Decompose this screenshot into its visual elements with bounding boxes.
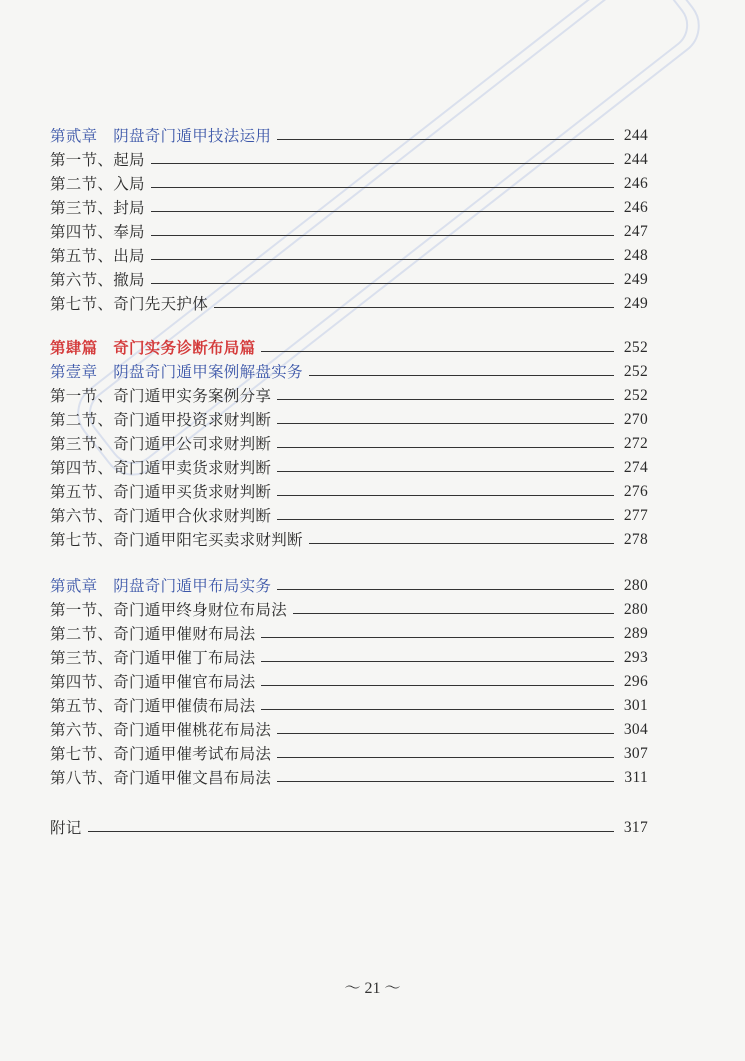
- toc-entry-row[interactable]: [50, 146, 648, 170]
- toc-page-number: 304: [623, 721, 648, 738]
- toc-page-number: 293: [623, 649, 648, 666]
- toc-page-number: 252: [623, 339, 648, 356]
- toc-page-number: 246: [623, 199, 648, 216]
- toc-page-number: 289: [623, 625, 648, 642]
- toc-page-number: 272: [623, 435, 648, 452]
- dot-leader: [151, 162, 614, 164]
- dot-leader: [277, 470, 614, 472]
- toc-entry-row[interactable]: [50, 692, 648, 716]
- toc-page-number: 244: [623, 127, 648, 144]
- toc-entry-title: 第六节、奇门遁甲催桃花布局法: [50, 721, 272, 739]
- toc-entry-title: 第二节、入局: [50, 175, 145, 193]
- toc-entry-title: 第一节、奇门遁甲实务案例分享: [50, 387, 272, 405]
- dot-leader: [151, 258, 614, 260]
- dot-leader: [151, 234, 614, 236]
- toc-page-number: 252: [623, 363, 648, 380]
- toc-entry-title: 第六节、奇门遁甲合伙求财判断: [50, 507, 272, 525]
- dot-leader: [277, 780, 614, 782]
- toc-entry-title: 第七节、奇门先天护体: [50, 295, 209, 313]
- toc-entry-title: 第二节、奇门遁甲投资求财判断: [50, 411, 272, 429]
- toc-entry-row[interactable]: [50, 194, 648, 218]
- toc-page-number: 311: [624, 769, 648, 786]
- toc-part-title: 第肆篇 奇门实务诊断布局篇: [50, 338, 256, 357]
- toc-part-row[interactable]: [50, 334, 648, 358]
- dot-leader: [277, 588, 614, 590]
- dot-leader: [277, 446, 614, 448]
- toc-entry-title: 第七节、奇门遁甲阳宅买卖求财判断: [50, 531, 303, 549]
- dot-leader: [277, 732, 614, 734]
- dot-leader: [214, 306, 614, 308]
- toc-page-number: 296: [623, 673, 648, 690]
- toc-entry-row[interactable]: [50, 668, 648, 692]
- toc-entry-row[interactable]: [50, 382, 648, 406]
- toc-page-number: 248: [623, 247, 648, 264]
- dot-leader: [277, 518, 614, 520]
- toc-entry-title: 第三节、奇门遁甲公司求财判断: [50, 435, 272, 453]
- toc-chapter-title: 第贰章 阴盘奇门遁甲技法运用: [50, 127, 272, 145]
- toc-entry-row[interactable]: [50, 478, 648, 502]
- toc-page-number: 244: [623, 151, 648, 168]
- toc-entry-title: 第一节、奇门遁甲终身财位布局法: [50, 601, 288, 619]
- toc-entry-title: 第三节、封局: [50, 199, 145, 217]
- toc-entry-title: 第四节、奇门遁甲催官布局法: [50, 673, 256, 691]
- toc-chapter-title: 第贰章 阴盘奇门遁甲布局实务: [50, 577, 272, 595]
- toc-entry-title: 第八节、奇门遁甲催文昌布局法: [50, 769, 272, 787]
- toc-page-number: 307: [623, 745, 648, 762]
- toc-chapter-row[interactable]: [50, 358, 648, 382]
- toc-page-number: 246: [623, 175, 648, 192]
- toc-entry-row[interactable]: [50, 644, 648, 668]
- toc-page-number: 280: [623, 577, 648, 594]
- toc-entry-title: 第七节、奇门遁甲催考试布局法: [50, 745, 272, 763]
- toc-entry-title: 第五节、奇门遁甲催债布局法: [50, 697, 256, 715]
- dot-leader: [277, 422, 614, 424]
- toc-entry-title: 第三节、奇门遁甲催丁布局法: [50, 649, 256, 667]
- toc-entry-title: 第六节、撤局: [50, 271, 145, 289]
- dot-leader: [277, 398, 614, 400]
- toc-page-number: 270: [623, 411, 648, 428]
- toc-chapter-row[interactable]: [50, 572, 648, 596]
- dot-leader: [88, 830, 614, 832]
- toc-page-number: 249: [623, 271, 648, 288]
- toc-page-number: 278: [623, 531, 648, 548]
- toc-page-number: 317: [623, 819, 648, 836]
- toc-page-number: 249: [623, 295, 648, 312]
- toc-entry-row[interactable]: [50, 764, 648, 788]
- dot-leader: [277, 138, 614, 140]
- toc-entry-row[interactable]: [50, 454, 648, 478]
- toc-entry-row[interactable]: [50, 406, 648, 430]
- toc-entry-row[interactable]: [50, 526, 648, 550]
- toc-entry-row[interactable]: [50, 620, 648, 644]
- spacer: [50, 314, 648, 334]
- toc-page-number: 301: [623, 697, 648, 714]
- toc-entry-row[interactable]: [50, 502, 648, 526]
- toc-entry-title: 第二节、奇门遁甲催财布局法: [50, 625, 256, 643]
- toc-entry-row[interactable]: [50, 242, 648, 266]
- table-of-contents: [50, 122, 648, 838]
- toc-entry-row[interactable]: [50, 170, 648, 194]
- dot-leader: [151, 210, 614, 212]
- dot-leader: [151, 282, 614, 284]
- spacer: [50, 550, 648, 572]
- toc-appendix-title: 附记: [50, 819, 82, 837]
- toc-entry-title: 第五节、奇门遁甲买货求财判断: [50, 483, 272, 501]
- toc-entry-title: 第五节、出局: [50, 247, 145, 265]
- toc-page-number: 247: [623, 223, 648, 240]
- dot-leader: [309, 542, 614, 544]
- toc-page-number: 276: [623, 483, 648, 500]
- toc-entry-row[interactable]: [50, 430, 648, 454]
- toc-page-number: 252: [623, 387, 648, 404]
- toc-entry-row[interactable]: [50, 266, 648, 290]
- toc-chapter-title: 第壹章 阴盘奇门遁甲案例解盘实务: [50, 363, 303, 381]
- dot-leader: [277, 494, 614, 496]
- toc-appendix-row[interactable]: [50, 814, 648, 838]
- dot-leader: [261, 350, 614, 352]
- toc-chapter-row[interactable]: [50, 122, 648, 146]
- toc-page-number: 280: [623, 601, 648, 618]
- page-footer-number: ～ 21 ～: [344, 980, 401, 997]
- toc-entry-title: 第四节、奉局: [50, 223, 145, 241]
- toc-entry-title: 第一节、起局: [50, 151, 145, 169]
- dot-leader: [261, 660, 614, 662]
- dot-leader: [261, 636, 614, 638]
- toc-entry-row[interactable]: [50, 218, 648, 242]
- toc-entry-row[interactable]: [50, 716, 648, 740]
- dot-leader: [261, 684, 614, 686]
- spacer: [50, 788, 648, 814]
- dot-leader: [277, 756, 614, 758]
- dot-leader: [309, 374, 614, 376]
- toc-page-number: 274: [623, 459, 648, 476]
- toc-entry-title: 第四节、奇门遁甲卖货求财判断: [50, 459, 272, 477]
- dot-leader: [261, 708, 614, 710]
- toc-entry-row[interactable]: [50, 596, 648, 620]
- dot-leader: [293, 612, 614, 614]
- dot-leader: [151, 186, 614, 188]
- toc-entry-row[interactable]: [50, 290, 648, 314]
- toc-page-number: 277: [623, 507, 648, 524]
- toc-entry-row[interactable]: [50, 740, 648, 764]
